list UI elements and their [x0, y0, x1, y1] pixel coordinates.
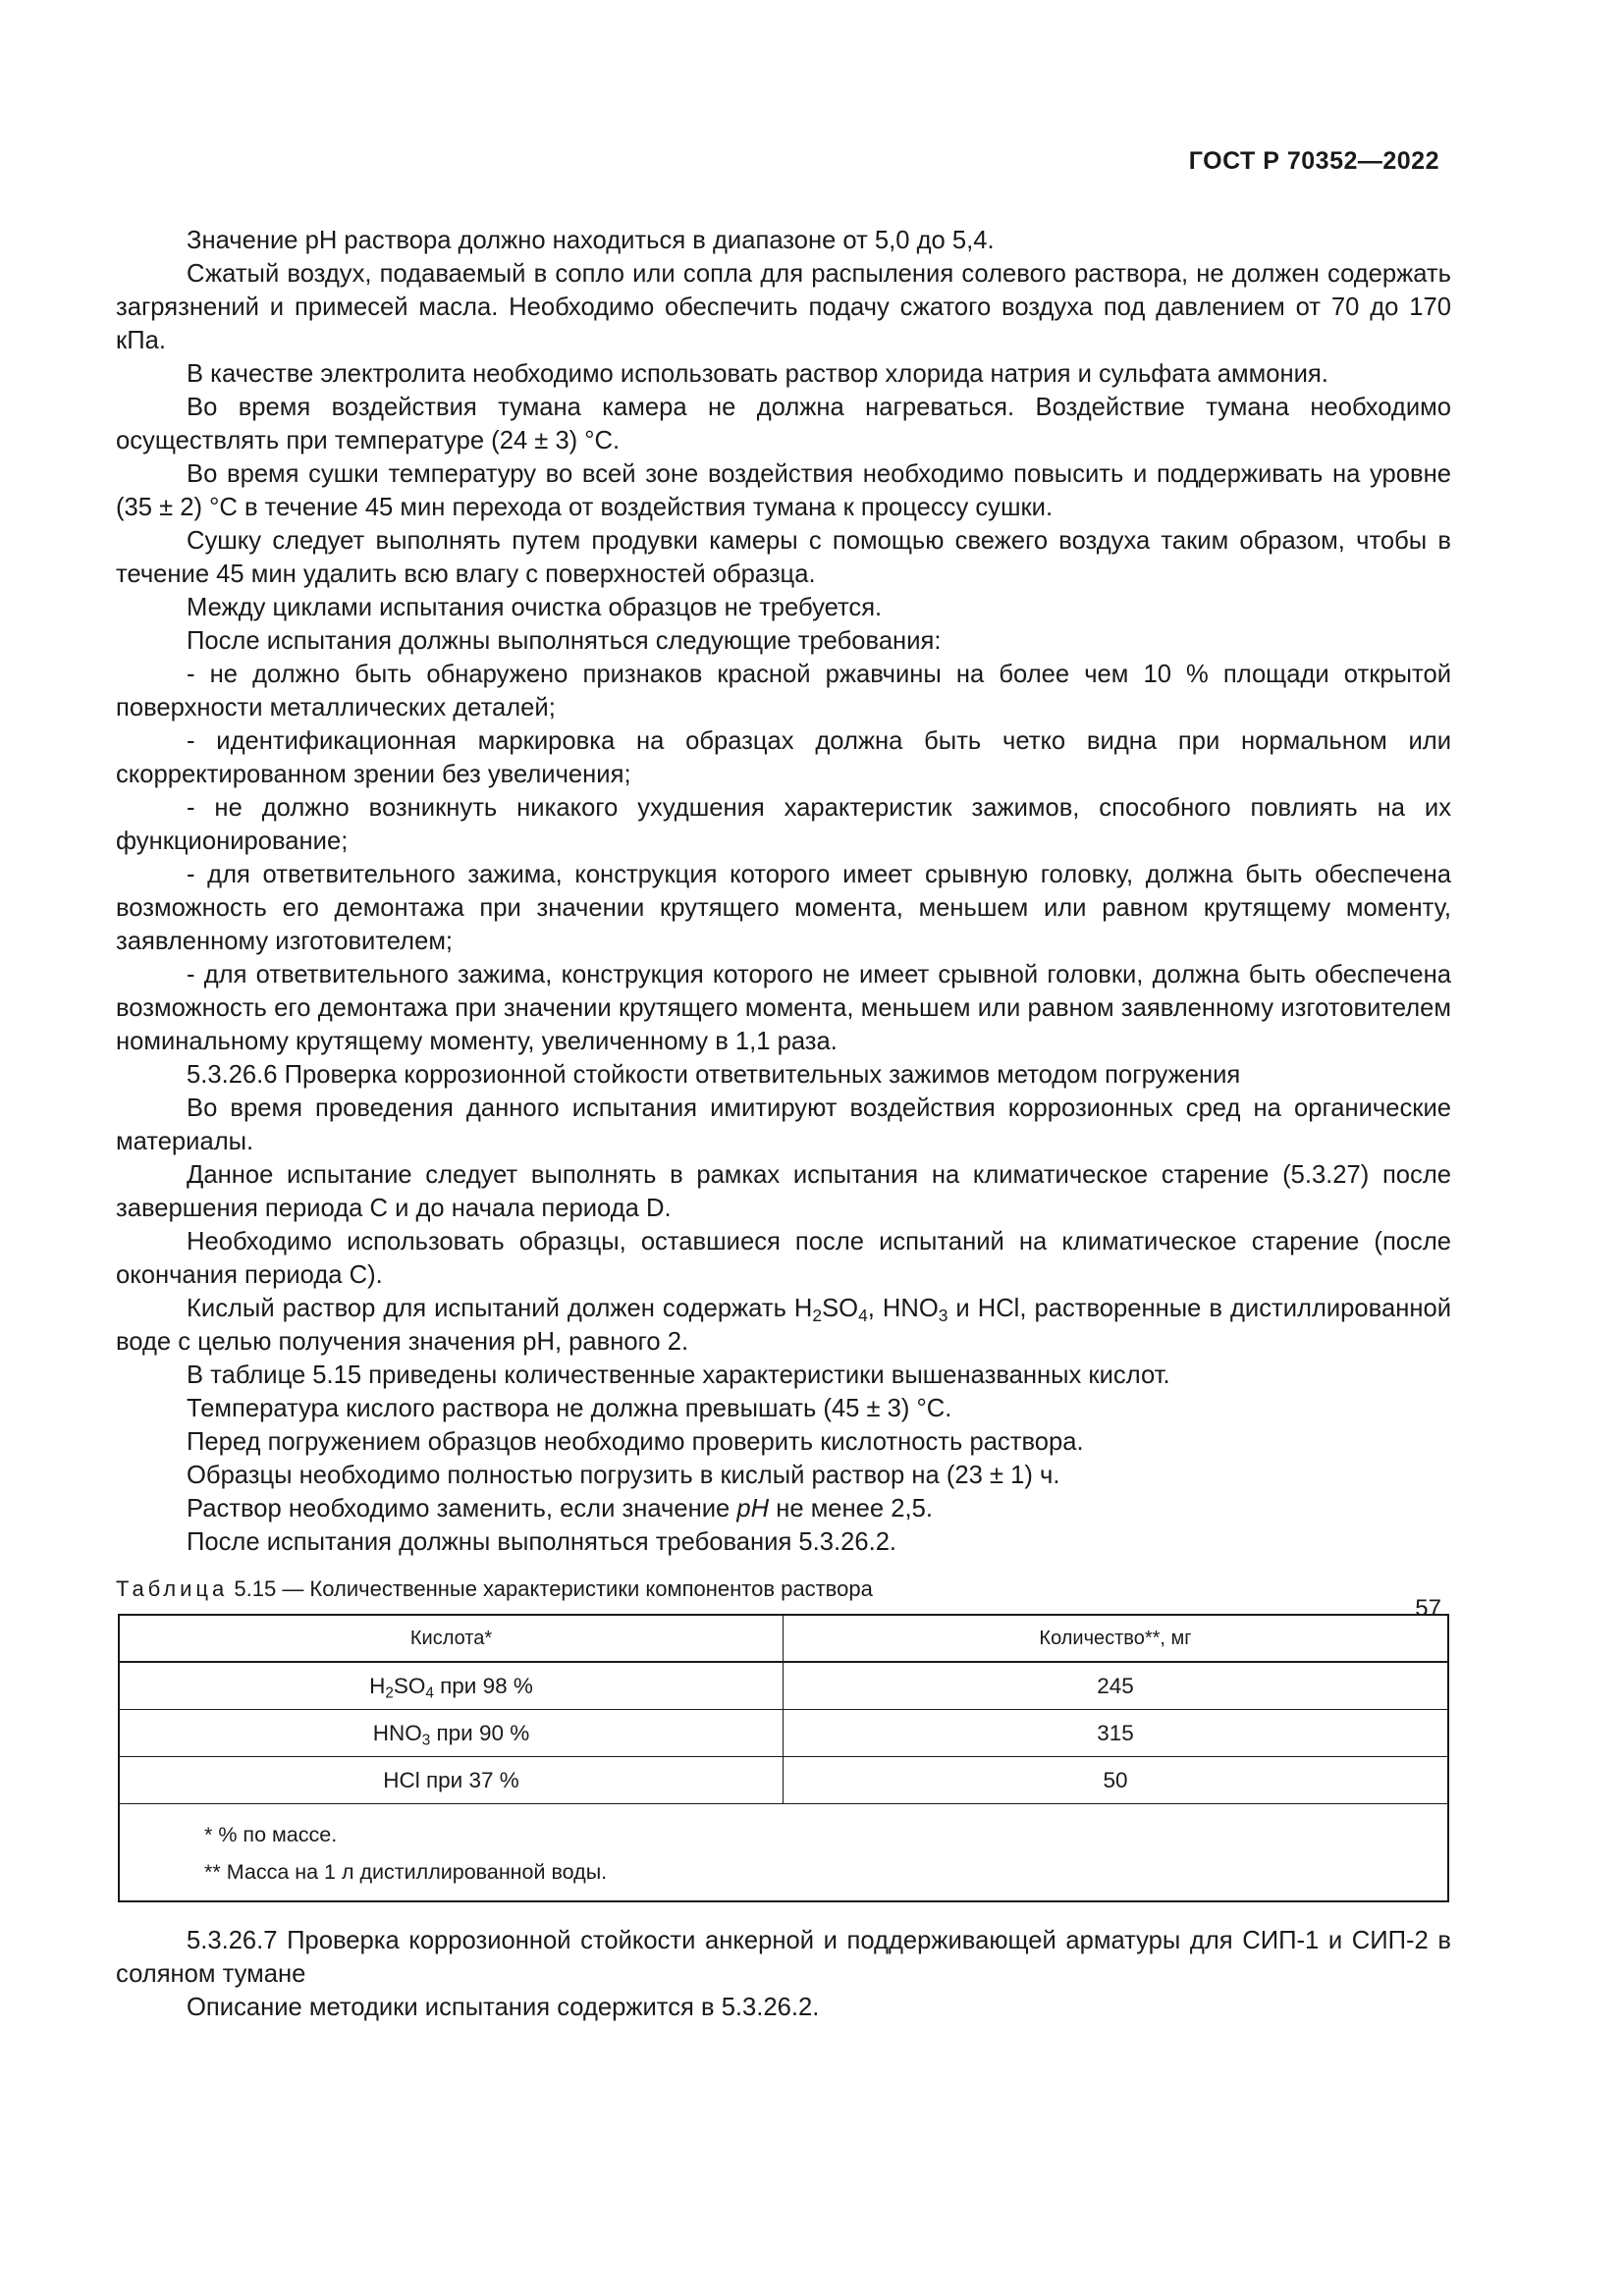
acid-cell: [119, 1662, 784, 1710]
text-run: Раствор необходимо заменить, если значение: [187, 1495, 737, 1522]
subscript: 2: [385, 1684, 394, 1702]
text-run: не менее 2,5.: [769, 1495, 933, 1522]
table-row: [119, 1710, 1448, 1757]
paragraph: В таблице 5.15 приведены количественные характеристики вышеназванных кислот.: [187, 1362, 1170, 1389]
list-item: - не должно быть обнаружено признаков красной ржавчины на более чем 10 % площади открытой поверхности металлических деталей;: [116, 661, 1451, 721]
italic-ph: pH: [736, 1495, 770, 1522]
table-caption-text: 5.15 — Количественные характеристики компонентов раствора: [234, 1576, 873, 1601]
page-number: 57: [1415, 1595, 1441, 1622]
subscript: 3: [938, 1306, 948, 1326]
text-run: , HNO: [867, 1295, 939, 1322]
list-item: - не должно возникнуть никакого ухудшения характеристик зажимов, способного повлиять на их функционирование;: [116, 794, 1451, 855]
paragraph: Температура кислого раствора не должна превышать (45 ± 3) °С.: [187, 1395, 952, 1422]
text-run: HNO: [372, 1720, 422, 1745]
text-run: SO: [393, 1673, 426, 1698]
table-row: [119, 1662, 1448, 1710]
table-note: * % по массе.: [204, 1823, 338, 1846]
subscript: 3: [421, 1732, 431, 1749]
paragraph: Данное испытание следует выполнять в рамках испытания на климатическое старение (5.3.27) после завершения периода С и до начала периода D.: [116, 1161, 1451, 1222]
text-run: H: [369, 1673, 386, 1698]
document-code-header: ГОСТ Р 70352—2022: [1188, 147, 1439, 175]
paragraph: Во время воздействия тумана камера не должна нагреваться. Воздействие тумана необходимо осуществлять при температуре (24 ± 3) °С.: [116, 394, 1451, 454]
table-notes: [119, 1804, 1448, 1902]
paragraph: [116, 1492, 1451, 1525]
acid-components-table: [118, 1614, 1449, 1902]
amount-cell: 50: [784, 1757, 1449, 1804]
paragraph: Между циклами испытания очистка образцов не требуется.: [187, 594, 883, 621]
paragraph: Во время проведения данного испытания имитируют воздействия коррозионных сред на органические материалы.: [116, 1095, 1451, 1155]
acid-cell: [119, 1710, 784, 1757]
acid-cell: HCl при 37 %: [119, 1757, 784, 1804]
table-header-row: [119, 1615, 1448, 1662]
section-heading-5-3-26-6: 5.3.26.6 Проверка коррозионной стойкости ответвительных зажимов методом погружения: [187, 1061, 1241, 1089]
paragraph: Сушку следует выполнять путем продувки камеры с помощью свежего воздуха таким образом, чтобы в течение 45 мин удалить всю влагу с поверхностей образца.: [116, 527, 1451, 588]
table-caption: [116, 1575, 1451, 1604]
paragraph: Во время сушки температуру во всей зоне воздействия необходимо повысить и поддерживать на уровне (35 ± 2) °С в течение 45 мин перехода от воздействия тумана к процессу сушки.: [116, 460, 1451, 521]
after-table-section: [116, 1924, 1451, 2024]
paragraph: Значение pH раствора должно находиться в диапазоне от 5,0 до 5,4.: [187, 227, 995, 254]
paragraph: Сжатый воздух, подаваемый в сопло или сопла для распыления солевого раствора, не должен содержать загрязнений и примесей масла. Необходимо обеспечить подачу сжатого воздуха под давлением от 70 до 170 кПа.: [116, 260, 1451, 354]
subscript: 2: [812, 1306, 823, 1326]
list-item: - идентификационная маркировка на образцах должна быть четко видна при нормальном или скорректированном зрении без увеличения;: [116, 727, 1451, 788]
text-run: при 90 %: [430, 1720, 530, 1745]
paragraph: Необходимо использовать образцы, оставшиеся после испытаний на климатическое старение (после окончания периода С).: [116, 1228, 1451, 1289]
paragraph: После испытания должны выполняться следующие требования:: [187, 627, 942, 655]
list-item: - для ответвительного зажима, конструкция которого не имеет срывной головки, должна быть обеспечена возможность его демонтажа при значении крутящего момента, меньшем или равном заявленному изготовителем номинальному крутящему моменту, увеличенному в 1,1 раза.: [116, 961, 1451, 1055]
table-note: ** Масса на 1 л дистиллированной воды.: [204, 1860, 608, 1884]
amount-cell: 245: [784, 1662, 1449, 1710]
list-item: - для ответвительного зажима, конструкция которого имеет срывную головку, должна быть обеспечена возможность его демонтажа при значении крутящего момента, меньшем или равном крутящему моменту, заявленному изготовителем;: [116, 861, 1451, 955]
table-row: [119, 1757, 1448, 1804]
section-heading-5-3-26-7: 5.3.26.7 Проверка коррозионной стойкости анкерной и поддерживающей арматуры для СИП-1 и СИП-2 в соляном тумане: [116, 1927, 1451, 1988]
table-notes-row: [119, 1804, 1448, 1902]
page-body: [116, 224, 1451, 2024]
text-run: и HCl, растворенные в дистиллированной воде с целью получения значения pH, равного 2.: [116, 1295, 1451, 1356]
subscript: 4: [858, 1306, 868, 1326]
column-header-amount: Количество**, мг: [784, 1615, 1449, 1662]
text-run: при 98 %: [433, 1673, 533, 1698]
text-run: Кислый раствор для испытаний должен содержать H: [187, 1295, 813, 1322]
text-run: SO: [822, 1295, 859, 1322]
paragraph: В качестве электролита необходимо использовать раствор хлорида натрия и сульфата аммония.: [187, 360, 1328, 388]
paragraph: Описание методики испытания содержится в 5.3.26.2.: [187, 1994, 820, 2021]
subscript: 4: [425, 1684, 434, 1702]
paragraph: Перед погружением образцов необходимо проверить кислотность раствора.: [187, 1428, 1084, 1456]
amount-cell: 315: [784, 1710, 1449, 1757]
paragraph: Образцы необходимо полностью погрузить в кислый раствор на (23 ± 1) ч.: [187, 1462, 1060, 1489]
table-caption-label: Таблица: [116, 1576, 229, 1601]
acid-solution-paragraph: [116, 1292, 1451, 1359]
column-header-acid: Кислота*: [119, 1615, 784, 1662]
paragraph: После испытания должны выполняться требования 5.3.26.2.: [187, 1528, 897, 1556]
